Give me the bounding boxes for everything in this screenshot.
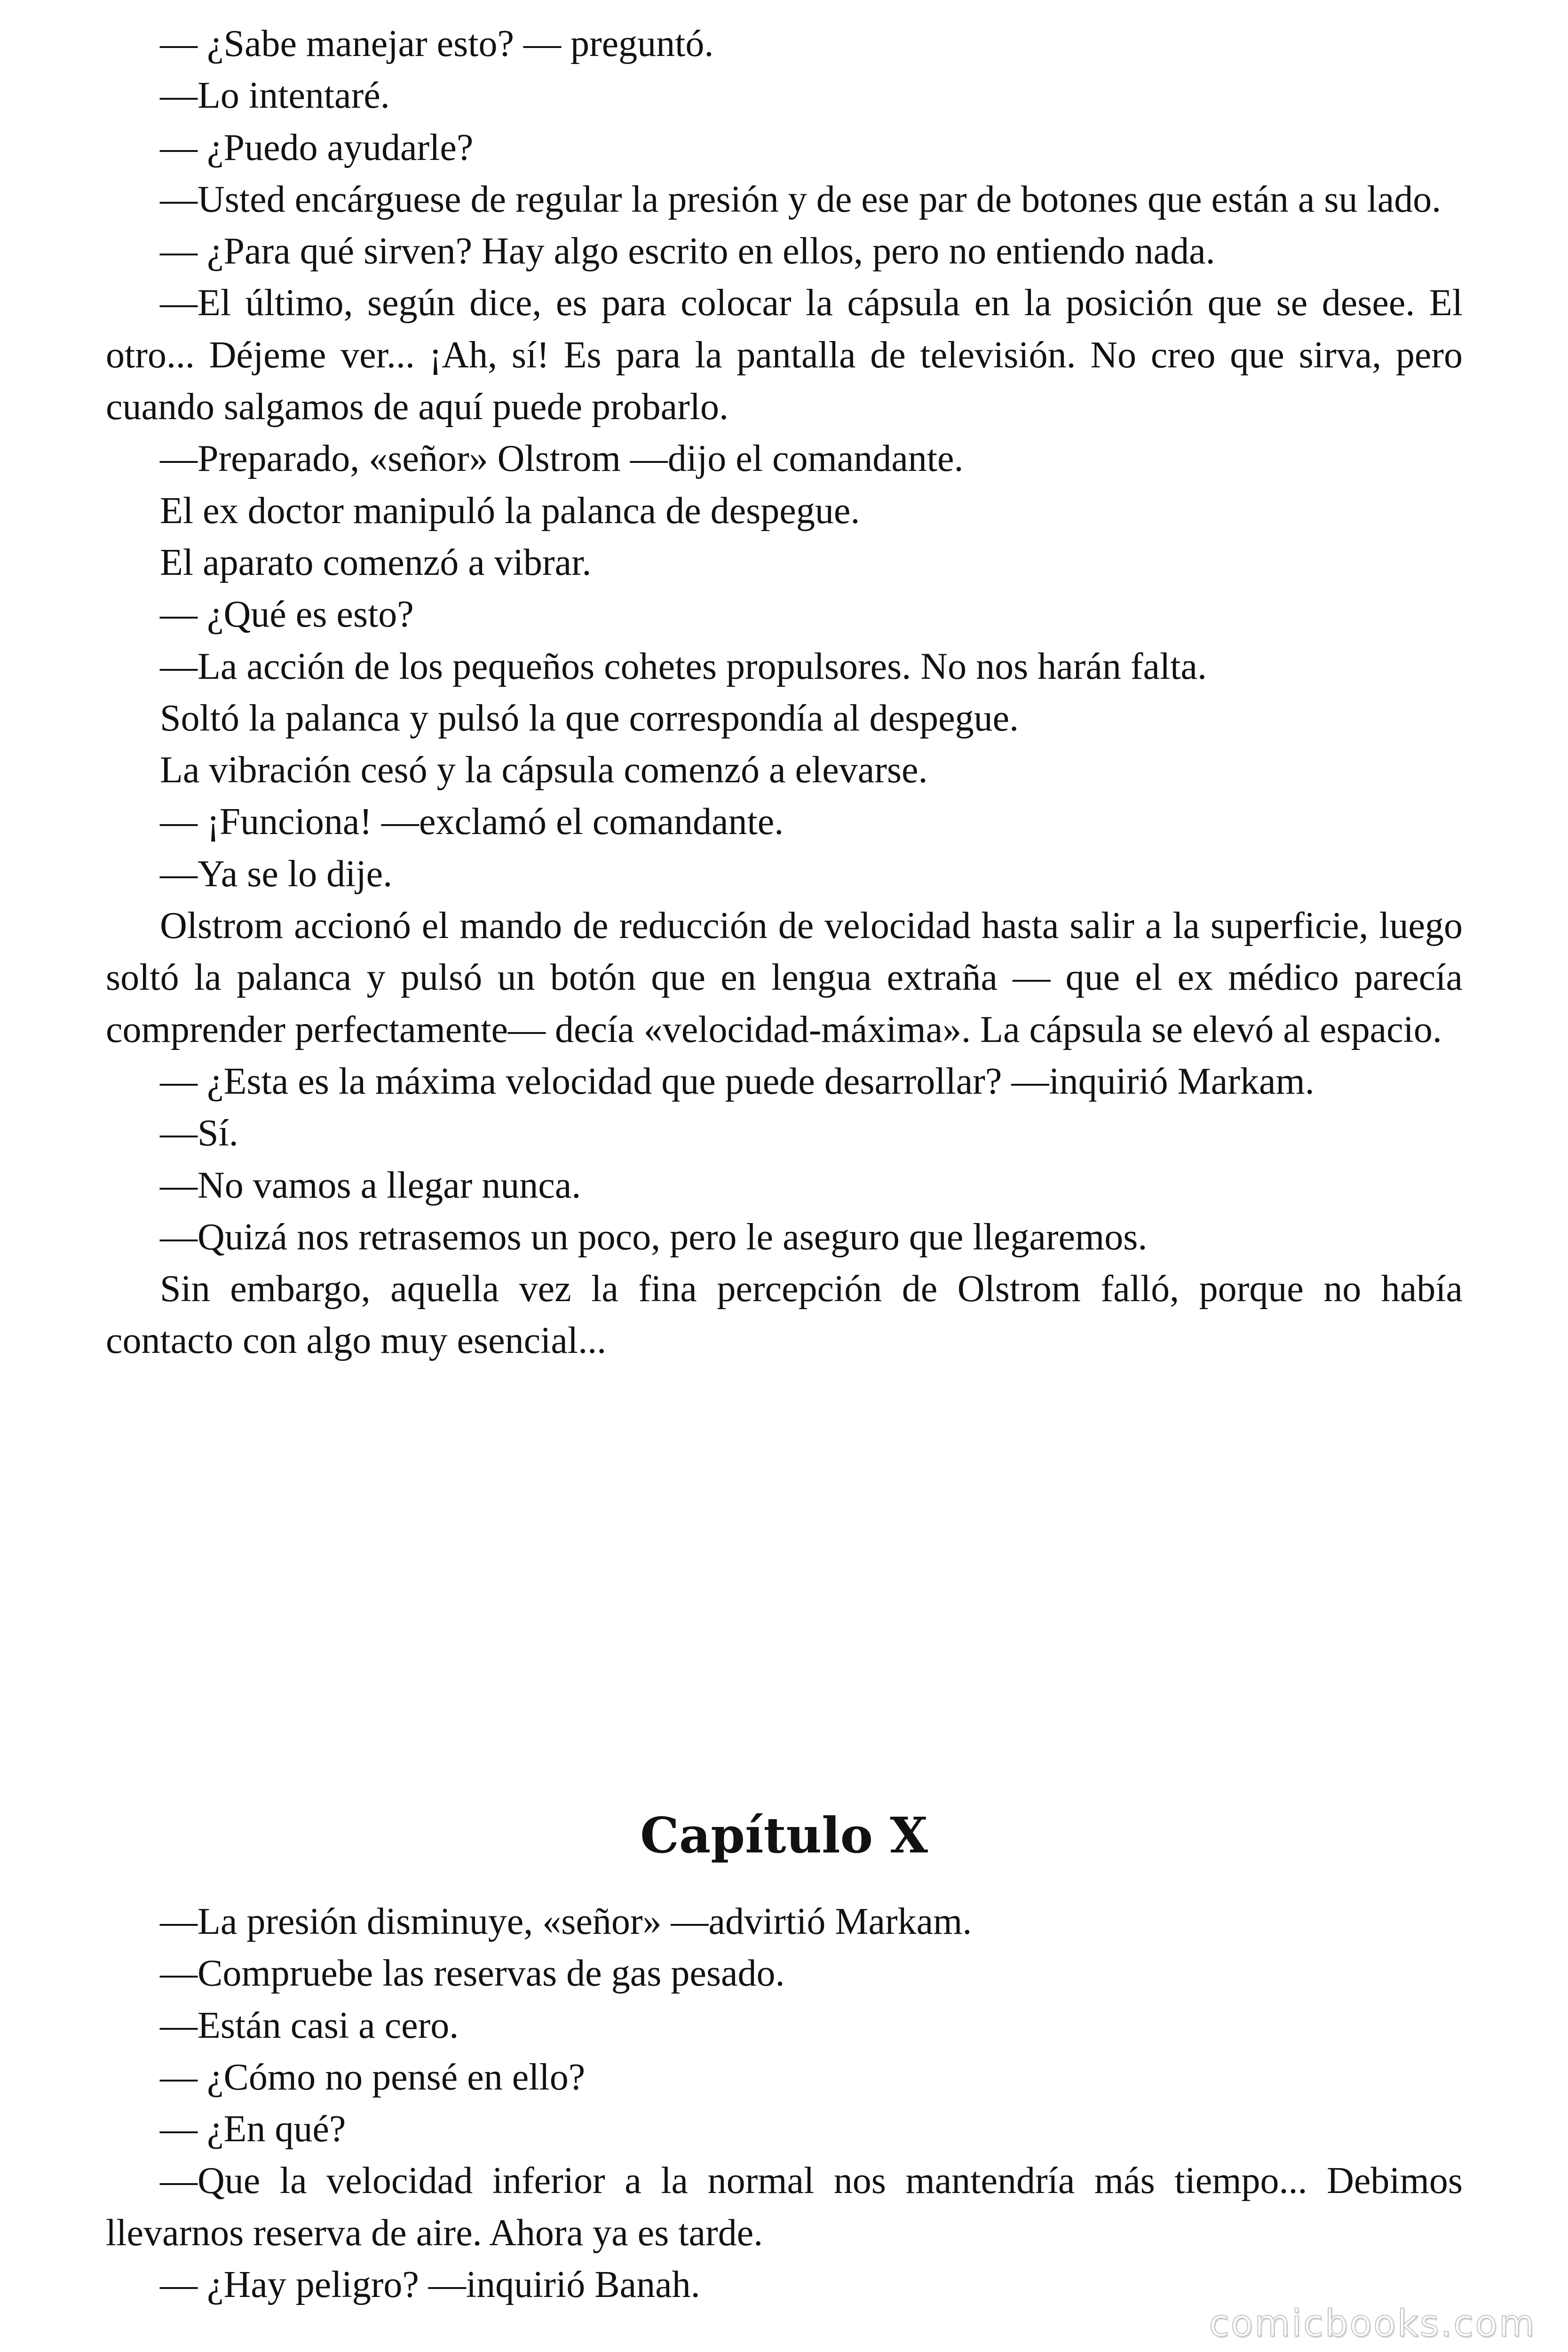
paragraph: — ¿En qué? bbox=[160, 2108, 346, 2150]
paragraph: —Que la velocidad inferior a la normal nos mantendría más tiempo... Debimos llevarnos reserva de aire. Ahora ya es tarde. bbox=[106, 2160, 1463, 2254]
text-section-before-chapter bbox=[106, 18, 1463, 1367]
paragraph: —Lo intentaré. bbox=[160, 75, 390, 117]
paragraph: —Preparado, «señor» Olstrom —dijo el comandante. bbox=[160, 438, 964, 480]
paragraph: —Sí. bbox=[160, 1112, 238, 1154]
paragraph: Olstrom accionó el mando de reducción de velocidad hasta salir a la superficie, luego soltó la palanca y pulsó un botón que en lengua extraña — que el ex médico parecía comprender perfectamente— decía «velocidad-máxima». La cápsula se elevó al espacio. bbox=[106, 905, 1463, 1050]
text-section-chapter-body bbox=[106, 1896, 1463, 2311]
paragraph: — ¡Funciona! —exclamó el comandante. bbox=[160, 801, 784, 843]
paragraph: — ¿Esta es la máxima velocidad que puede desarrollar? —inquirió Markam. bbox=[160, 1060, 1315, 1102]
paragraph: —Compruebe las reservas de gas pesado. bbox=[160, 1953, 785, 1994]
chapter-title: Capítulo X bbox=[640, 1806, 928, 1864]
watermark: comicbooks.com bbox=[1209, 2303, 1536, 2345]
paragraph: — ¿Para qué sirven? Hay algo escrito en ellos, pero no entiendo nada. bbox=[160, 230, 1215, 272]
paragraph: Sin embargo, aquella vez la fina percepción de Olstrom falló, porque no había contacto con algo muy esencial... bbox=[106, 1268, 1463, 1362]
paragraph: —El último, según dice, es para colocar la cápsula en la posición que se desee. El otro... Déjeme ver... ¡Ah, sí! Es para la pantalla de televisión. No creo que sirva, pero cuando salgamos de aquí puede probarlo. bbox=[106, 282, 1463, 428]
paragraph: —Están casi a cero. bbox=[160, 2004, 459, 2046]
paragraph: La vibración cesó y la cápsula comenzó a elevarse. bbox=[160, 749, 928, 791]
paragraph: — ¿Qué es esto? bbox=[160, 594, 414, 636]
paragraph: El aparato comenzó a vibrar. bbox=[160, 541, 592, 583]
paragraph: — ¿Cómo no pensé en ello? bbox=[160, 2056, 586, 2098]
paragraph: —La presión disminuye, «señor» —advirtió Markam. bbox=[160, 1901, 972, 1942]
paragraph: — ¿Sabe manejar esto? — preguntó. bbox=[160, 23, 714, 64]
paragraph: Soltó la palanca y pulsó la que correspondía al despegue. bbox=[160, 697, 1019, 739]
paragraph: —La acción de los pequeños cohetes propulsores. No nos harán falta. bbox=[160, 645, 1207, 687]
paragraph: —Ya se lo dije. bbox=[160, 853, 393, 895]
paragraph: —Usted encárguese de regular la presión y de ese par de botones que están a su lado. bbox=[160, 178, 1441, 220]
paragraph: —No vamos a llegar nunca. bbox=[160, 1164, 581, 1206]
paragraph: — ¿Puedo ayudarle? bbox=[160, 127, 474, 168]
paragraph: El ex doctor manipuló la palanca de despegue. bbox=[160, 490, 860, 532]
paragraph: —Quizá nos retrasemos un poco, pero le aseguro que llegaremos. bbox=[160, 1216, 1148, 1258]
paragraph: — ¿Hay peligro? —inquirió Banah. bbox=[160, 2264, 700, 2306]
